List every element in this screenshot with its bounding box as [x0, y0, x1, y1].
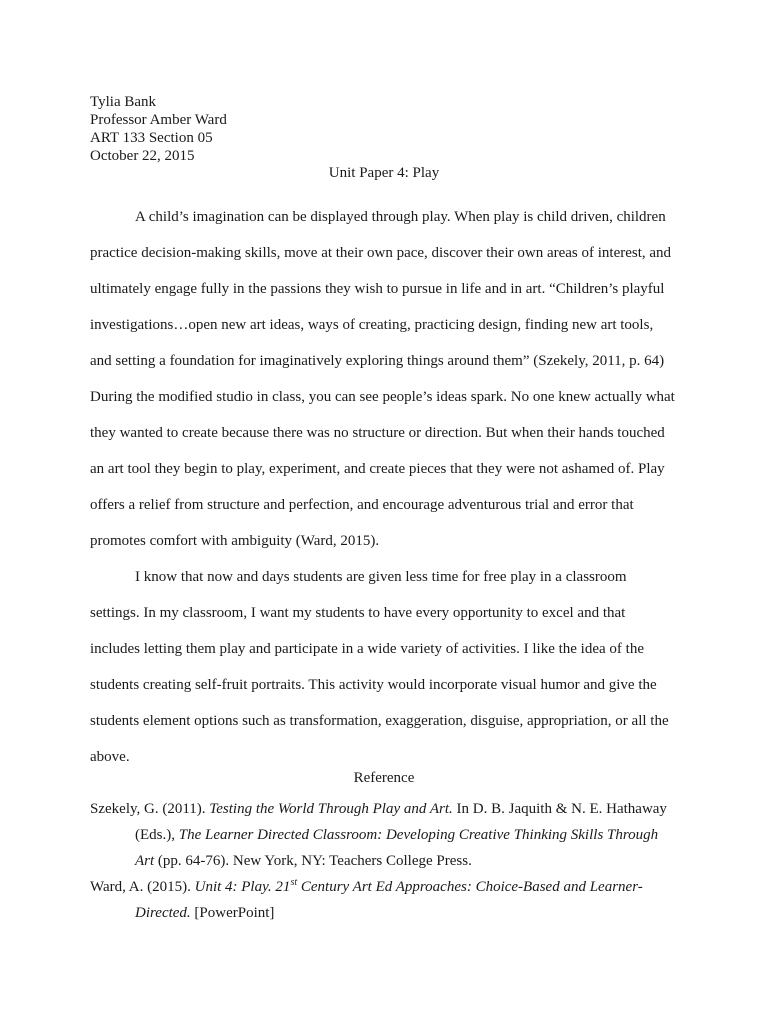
body-line: and setting a foundation for imaginatively exploring things around them” (Szekely, 2011, p. 64)	[90, 353, 665, 369]
ref-italic-text: The Learner Directed Classroom: Developing Creative Thinking Skills Through	[178, 827, 659, 843]
ref-text: (Eds.),	[135, 827, 179, 843]
ref-italic-text: Century Art Ed Approaches: Choice-Based and Learner-	[297, 879, 643, 895]
body-line: above.	[90, 749, 130, 765]
ref-text: [PowerPoint]	[190, 905, 275, 921]
reference-szekely-line-1	[90, 796, 690, 822]
body-line: students creating self-fruit portraits. This activity would incorporate visual humor and give the	[90, 677, 657, 693]
body-line: ultimately engage fully in the passions they wish to pursue in life and in art. “Children’s playful	[90, 281, 665, 297]
course-info: ART 133 Section 05	[90, 130, 213, 146]
body-line: offers a relief from structure and perfection, and encourage adventurous trial and error that	[90, 497, 634, 513]
body-line: settings. In my classroom, I want my students to have every opportunity to excel and that	[90, 605, 626, 621]
ref-text: Ward, A. (2015).	[90, 879, 195, 895]
body-line: A child’s imagination can be displayed through play. When play is child driven, children	[135, 209, 666, 225]
ref-italic-text: Directed.	[135, 905, 191, 921]
body-line: I know that now and days students are given less time for free play in a classroom	[135, 569, 627, 585]
paper-header	[90, 93, 227, 165]
paper-body	[90, 199, 690, 775]
paper-date: October 22, 2015	[90, 148, 195, 164]
paper-title: Unit Paper 4: Play	[328, 165, 440, 181]
ref-italic-text: Unit 4: Play. 21	[194, 879, 291, 895]
body-line: During the modified studio in class, you can see people’s ideas spark. No one knew actually what	[90, 389, 675, 405]
ref-text: In D. B. Jaquith & N. E. Hathaway	[452, 801, 667, 817]
ref-italic-text	[195, 879, 643, 895]
author-name: Tylia Bank	[90, 94, 157, 110]
professor-name: Professor Amber Ward	[90, 112, 227, 128]
body-line: includes letting them play and participate in a wide variety of activities. I like the idea of the	[90, 641, 644, 657]
body-line: promotes comfort with ambiguity (Ward, 2015).	[90, 533, 380, 549]
body-line: an art tool they begin to play, experiment, and create pieces that they were not ashamed of. Play	[90, 461, 665, 477]
reference-ward-line-2	[90, 900, 690, 926]
ref-text: (pp. 64-76). New York, NY: Teachers College Press.	[154, 853, 472, 869]
reference-ward-line-1	[90, 874, 690, 900]
body-line: they wanted to create because there was no structure or direction. But when their hands touched	[90, 425, 665, 441]
body-line: students element options such as transformation, exaggeration, disguise, appropriation, or all the	[90, 713, 669, 729]
ref-italic-text: Testing the World Through Play and Art.	[209, 801, 453, 817]
reference-heading: Reference	[353, 770, 415, 786]
body-line: investigations…open new art ideas, ways of creating, practicing design, finding new art tools,	[90, 317, 654, 333]
reference-szekely-line-3	[90, 848, 690, 874]
reference-list	[90, 796, 690, 926]
ordinal-suffix: st	[290, 877, 298, 888]
ref-text: Szekely, G. (2011).	[90, 801, 210, 817]
reference-szekely-line-2	[90, 822, 690, 848]
ref-italic-text: Art	[135, 853, 155, 869]
body-line: practice decision-making skills, move at their own pace, discover their own areas of interest, and	[90, 245, 672, 261]
